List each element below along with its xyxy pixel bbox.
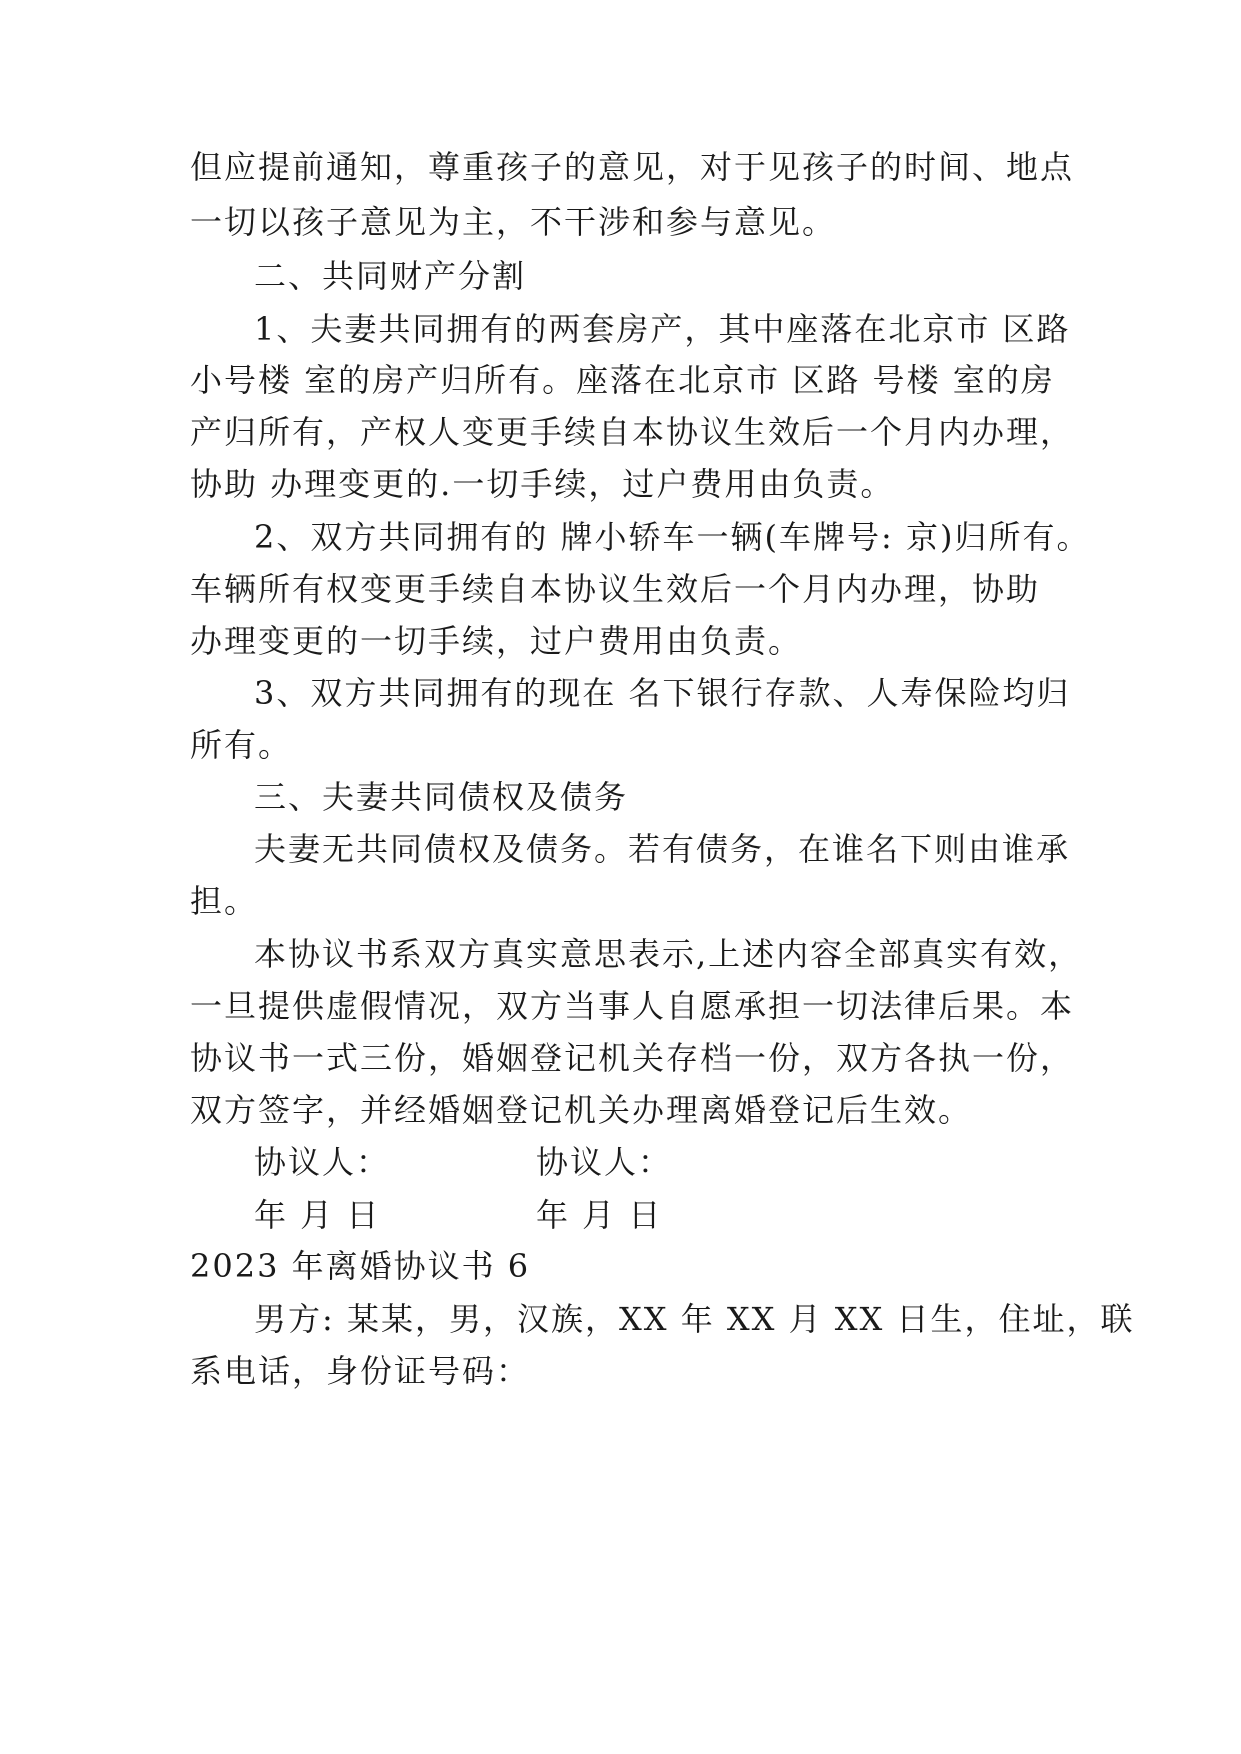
body-line: 本协议书系双方真实意思表示,上述内容全部真实有效，	[254, 935, 1083, 973]
body-line: 3、双方共同拥有的现在 名下银行存款、人寿保险均归	[254, 674, 1071, 712]
body-line: 办理变更的一切手续，过户费用由负责。	[190, 622, 803, 660]
section-heading: 二、共同财产分割	[254, 257, 527, 295]
body-line: 男方: 某某，男，汉族，XX 年 XX 月 XX 日生，住址，联	[254, 1300, 1135, 1338]
signature-date-right: 年 月 日	[536, 1196, 663, 1234]
section-title: 2023 年离婚协议书 6	[190, 1247, 531, 1285]
body-line: 车辆所有权变更手续自本协议生效后一个月内办理，协助	[190, 570, 1041, 608]
body-line: 一切以孩子意见为主，不干涉和参与意见。	[190, 203, 837, 241]
signature-label-right: 协议人：	[536, 1143, 673, 1181]
body-line: 2、双方共同拥有的 牌小轿车一辆(车牌号: 京)归所有。	[254, 518, 1091, 556]
signature-date-left: 年 月 日	[254, 1196, 381, 1234]
body-line: 协议书一式三份，婚姻登记机关存档一份，双方各执一份，	[190, 1039, 1075, 1077]
body-line: 夫妻无共同债权及债务。若有债务，在谁名下则由谁承	[254, 830, 1071, 868]
body-line: 担。	[190, 882, 259, 920]
signature-label-left: 协议人：	[254, 1143, 391, 1181]
body-line: 系电话，身份证号码：	[190, 1352, 531, 1390]
section-heading: 三、夫妻共同债权及债务	[254, 778, 629, 816]
body-line: 所有。	[190, 726, 293, 764]
body-line: 但应提前通知，尊重孩子的意见，对于见孩子的时间、地点	[190, 148, 1075, 186]
body-line: 协助 办理变更的.一切手续，过户费用由负责。	[190, 465, 895, 503]
body-line: 一旦提供虚假情况，双方当事人自愿承担一切法律后果。本	[190, 987, 1075, 1025]
body-line: 产归所有，产权人变更手续自本协议生效后一个月内办理，	[190, 413, 1075, 451]
body-line: 1、夫妻共同拥有的两套房产，其中座落在北京市 区路	[254, 310, 1071, 348]
body-line: 双方签字，并经婚姻登记机关办理离婚登记后生效。	[190, 1091, 973, 1129]
body-line: 小号楼 室的房产归所有。座落在北京市 区路 号楼 室的房	[190, 361, 1055, 399]
